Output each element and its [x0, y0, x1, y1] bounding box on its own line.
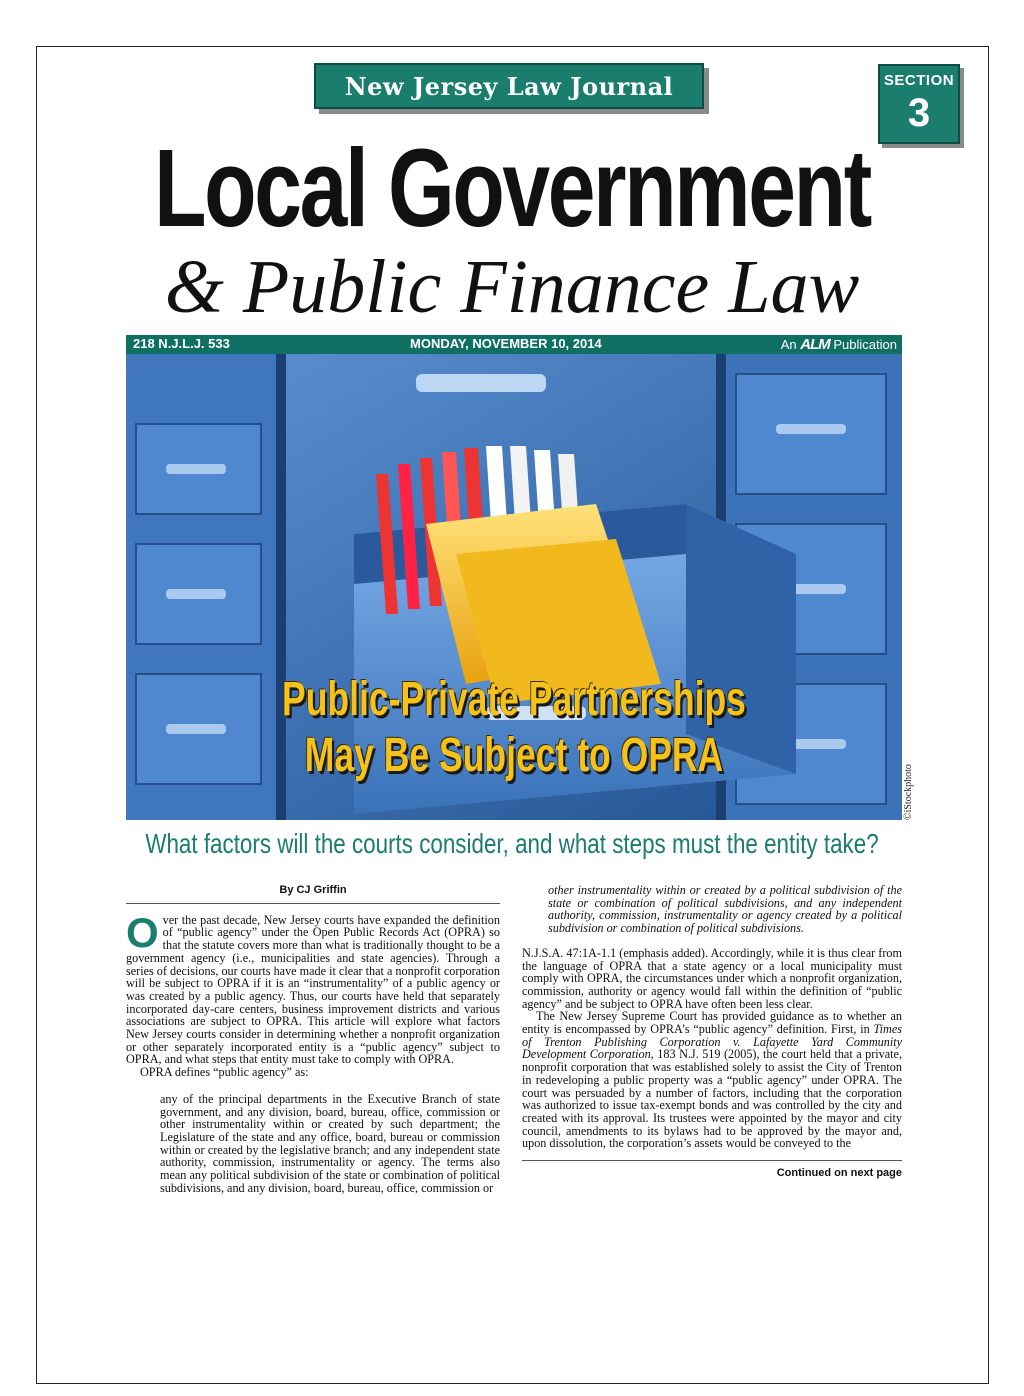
section-title: Local Government	[154, 127, 870, 250]
right-paragraph-2-start: The New Jersey Supreme Court has provided guidance as to whether an entity is encompassed by OPRA’s “public agency” definition. First, in	[522, 1009, 902, 1037]
case-name: Times of Trenton Publishing Corporation v. Lafayette Yard Community Development Corporation	[522, 1022, 902, 1062]
drop-cap: O	[126, 908, 159, 956]
publisher-credit	[781, 336, 897, 353]
section-label: SECTION	[883, 72, 955, 89]
column-end-rule	[522, 1160, 902, 1161]
lead-text: ver the past decade, New Jersey courts have expanded the definition of “public agency” under the Open Public Records Act (OPRA) so that the statute covers more than what is traditionally thought to be a government agency (i.e., municipalities and state agencies). Through a series of decisions, our courts have made it clear that a nonprofit corporation will be subject to OPRA if it is an “instrumentality” of a public agency or was created by a public agency. Thus, our courts have held that separately incorporated day-care centers, business improvement districts and various associations are subject to OPRA. This article will explore what factors New Jersey courts consider in determining whether a nonprofit organization or other separately incorporated entity is a “public agency” subject to OPRA, and what steps that entity must take to comply with OPRA.	[126, 912, 500, 1067]
statute-quote-right: other instrumentality within or created by a political subdivision of the state or combination of political subdivisions, and any independent authority, commission, instrumentality or agency created by a political subdivision or combination of political subdivisions.	[548, 883, 902, 936]
lead-paragraph	[126, 908, 500, 1067]
article-deck: What factors will the courts consider, and what steps must the entity take?	[145, 828, 879, 859]
headline-line-2: May Be Subject to OPRA	[304, 729, 724, 782]
article-column-right	[522, 884, 902, 1180]
right-paragraph-2-end: , 183 N.J. 519 (2005), the court held that a private, nonprofit corporation that was established solely to assist the City of Trenton in redeveloping a public property was a “public agency” under OPRA. The court was persuaded by a number of factors, including that the corporation was authorized to issue tax-exempt bonds and was controlled by the city and created with its approval. Its trustees were appointed by the mayor and city council, amendments to its bylaws had to be approved by the mayor and, upon dissolution, the corporation’s assets would be conveyed to the	[522, 1047, 902, 1151]
section-number: 3	[907, 91, 931, 135]
alm-logo: ALM	[800, 336, 830, 353]
statute-quote-left: any of the principal departments in the Executive Branch of state government, and any division, board, bureau, office, commission or other instrumentality within or created by such department; the Legislature of the state and any office, board, bureau or commission within or created by the legislative branch; and any independent state authority, commission, instrumentality or agency. The terms also mean any political subdivision of the state or combination of political subdivisions, and any division, board, bureau, office, commission or	[160, 1091, 500, 1195]
cover-photo-file-cabinet	[126, 354, 902, 820]
issue-info-bar	[126, 335, 902, 354]
right-paragraph-2	[522, 1010, 902, 1150]
section-subtitle: & Public Finance Law	[164, 245, 860, 329]
citation: 218 N.J.L.J. 533	[133, 336, 230, 351]
cover-headline	[227, 672, 801, 784]
publisher-suffix: Publication	[833, 337, 897, 352]
right-paragraph-1: N.J.S.A. 47:1A-1.1 (emphasis added). Accordingly, while it is thus clear from the language of OPRA that a state agency or a local municipality must comply with OPRA, the circumstances under which a nonprofit organization, commission, authority or agency would fall within the definition of “public agency” and be subject to OPRA have often been less clear.	[522, 945, 902, 1011]
section-badge	[878, 64, 960, 144]
defines-paragraph: OPRA defines “public agency” as:	[140, 1065, 309, 1080]
masthead	[314, 63, 704, 109]
masthead-name: New Jersey Law Journal	[344, 71, 674, 101]
article-column-left	[126, 884, 500, 1194]
publisher-prefix: An	[780, 337, 797, 352]
byline: By CJ Griffin	[126, 884, 500, 904]
continued-link[interactable]: Continued on next page	[776, 1167, 902, 1180]
photo-credit-text: ©iStockphoto	[903, 764, 914, 820]
issue-date: MONDAY, NOVEMBER 10, 2014	[410, 336, 602, 351]
headline-line-1: Public-Private Partnerships	[282, 673, 746, 726]
